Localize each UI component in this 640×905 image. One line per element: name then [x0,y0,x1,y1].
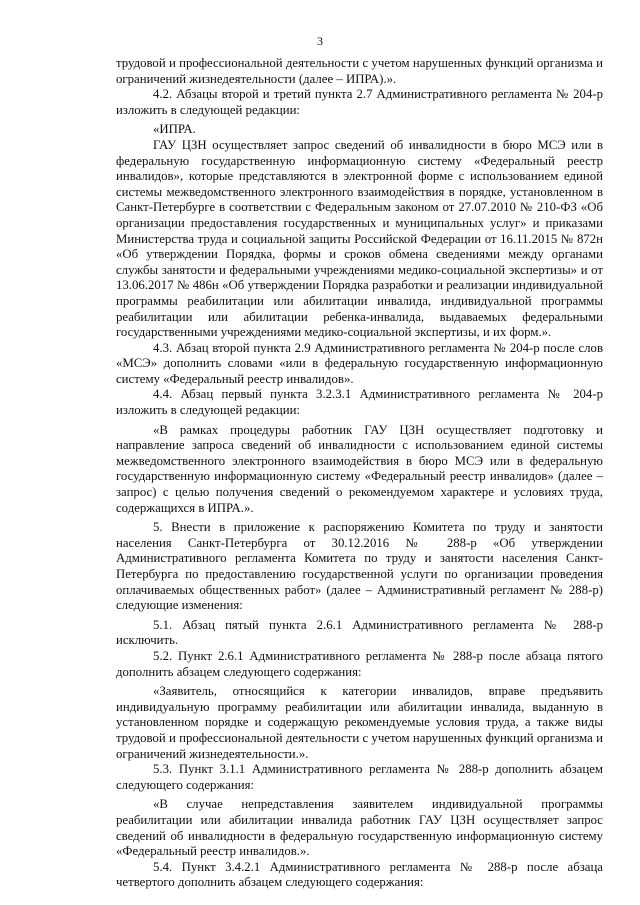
paragraph: трудовой и профессиональной деятельности с учетом нарушенных функций организма и ограничений жизнедеятельности (далее – ИПРА).». [116,56,603,86]
paragraph: 5.2. Пункт 2.6.1 Административного регламента № 288-р после абзаца пятого дополнить абзацем следующего содержания: [116,648,603,679]
paragraph: «ИПРА. [153,122,196,137]
paragraph: 4.2. Абзацы второй и третий пункта 2.7 Административного регламента № 204-р изложить в следующей редакции: [116,87,603,117]
paragraph: «В случае непредставления заявителем индивидуальной программы реабилитации или абилитации инвалида работник ГАУ ЦЗН осуществляет запрос сведений об инвалидности в федеральную государственную информационную систему «Федеральный реестр инвалидов.». [116,797,603,859]
paragraph: 4.4. Абзац первый пункта 3.2.3.1 Административного регламента № 204-р изложить в следующей редакции: [116,387,603,418]
paragraph: 4.3. Абзац второй пункта 2.9 Административного регламента № 204-р после слов «МСЭ» дополнить словами «или в федеральную государственную информационную систему «Федеральный реестр инвалидов». [116,340,603,386]
paragraph: 5.3. Пункт 3.1.1 Административного регламента № 288-р дополнить абзацем следующего содержания: [116,762,603,792]
paragraph: «В рамках процедуры работник ГАУ ЦЗН осуществляет подготовку и направление запроса сведений об инвалидности с использованием единой системы межведомственного электронного взаимодействия в бюро МСЭ или в федеральную государственную информационную систему «Федеральный реестр инвалидов» (далее – запрос) с целью получения сведений о рекомендуемом характере и условиях труда, содержащихся в ИПРА.». [116,422,603,515]
page-number: 3 [317,34,323,48]
paragraph: 5.1. Абзац пятый пункта 2.6.1 Административного регламента № 288-р исключить. [116,617,603,648]
paragraph: 5. Внести в приложение к распоряжению Комитета по труду и занятости населения Санкт-Петербурга от 30.12.2016 № 288-р «Об утверждении Административного регламента Комитета по труду и занятости населения Санкт-Петербурга по предоставлению государственной услуги по организации проведения оплачиваемых общественных работ» (далее – Административный регламент № 288-р) следующие изменения: [116,520,603,613]
document-body [116,56,603,891]
paragraph: «Заявитель, относящийся к категории инвалидов, вправе предъявить индивидуальную программу реабилитации или абилитации инвалида, выданную в установленном порядке и содержащую рекомендуемые условия труда, а также виды трудовой и профессиональной деятельности с учетом нарушенных функций организма и ограничений жизнедеятельности.». [116,684,603,761]
paragraph: 5.4. Пункт 3.4.2.1 Административного регламента № 288-р после абзаца четвертого дополнить абзацем следующего содержания: [116,859,603,890]
paragraph: ГАУ ЦЗН осуществляет запрос сведений об инвалидности в бюро МСЭ или в федеральную государственную информационную систему «Федеральный реестр инвалидов», которые представляются в электронной форме с использованием единой системы межведомственного электронного взаимодействия в порядке, установленном в Санкт-Петербурге в соответствии с Федеральным законом от 27.07.2010 № 210-ФЗ «Об организации предоставления государственных и муниципальных услуг» и приказами Министерства труда и социальной защиты Российской Федерации от 16.11.2015 № 872н «Об утверждении Порядка, формы и сроков обмена сведениями между органами службы занятости и федеральными учреждениями медико-социальной экспертизы» и от 13.06.2017 № 486н «Об утверждении Порядка разработки и реализации индивидуальной программы реабилитации или абилитации инвалида, индивидуальной программы реабилитации или абилитации ребенка-инвалида, выдаваемых федеральными государственными учреждениями медико-социальной экспертизы, и их форм.». [116,137,603,340]
